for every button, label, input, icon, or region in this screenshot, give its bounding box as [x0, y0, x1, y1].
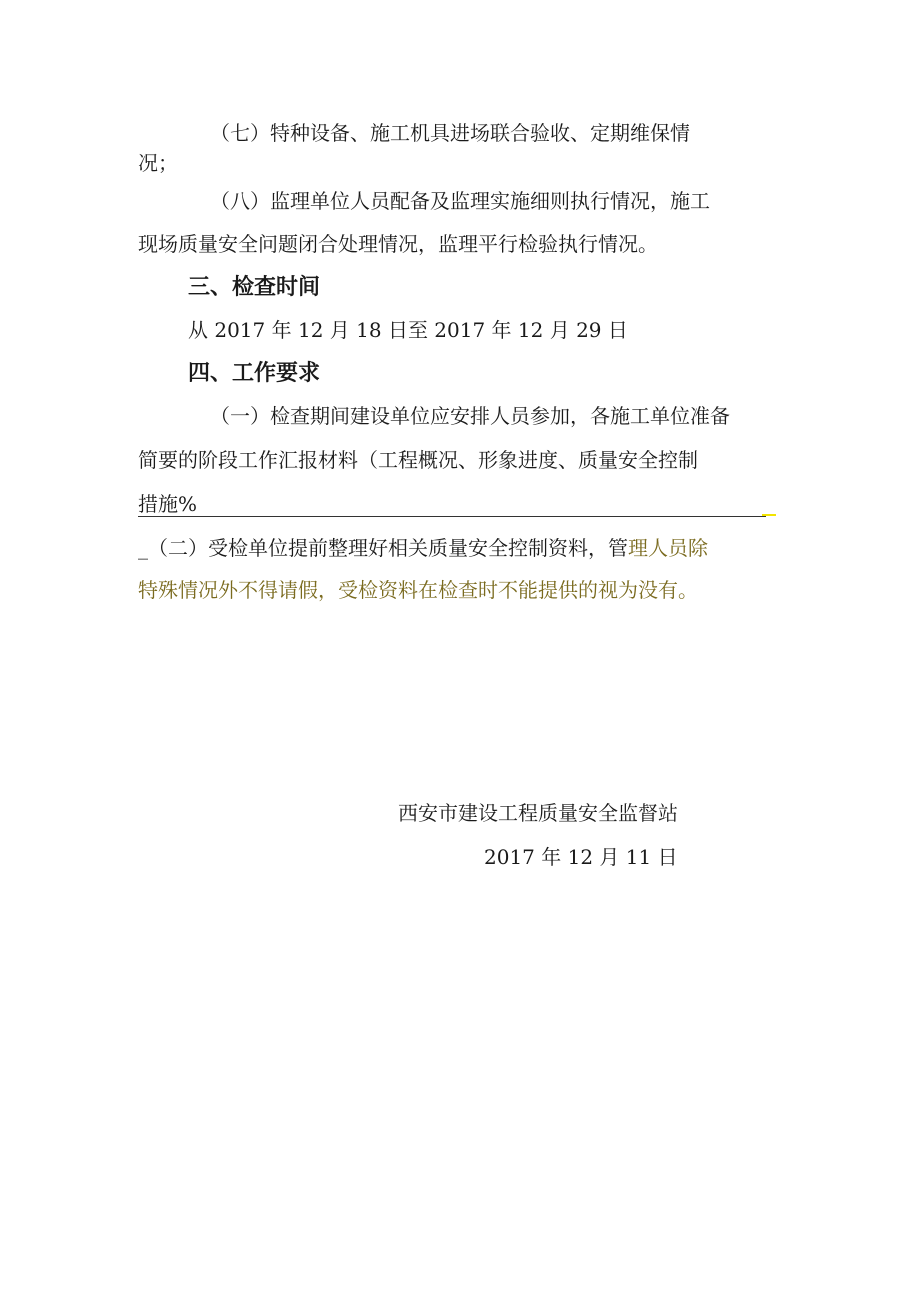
inspection-period: 从 2017 年 12 月 18 日至 2017 年 12 月 29 日 [188, 318, 628, 342]
underline-rule [138, 516, 766, 517]
requirement-1-line-3: 措施% [138, 492, 198, 516]
section-3-heading: 三、检查时间 [188, 275, 321, 300]
item-8-line-1: （八）监理单位人员配备及监理实施细则执行情况，施工 [210, 189, 710, 213]
item-7-line-1: （七）特种设备、施工机具进场联合验收、定期维保情 [210, 121, 690, 145]
section-4-heading: 四、工作要求 [188, 361, 321, 386]
item-7-line-2: 况； [138, 151, 178, 175]
requirement-2-line-1 [138, 534, 708, 562]
signature-organization: 西安市建设工程质量安全监督站 [398, 801, 678, 825]
requirement-2-text-dark: （二）受检单位提前整理好相关质量安全控制资料，管 [148, 536, 628, 560]
requirement-1-line-2: 简要的阶段工作汇报材料（工程概况、形象进度、质量安全控制 [138, 448, 698, 472]
signature-date: 2017 年 12 月 11 日 [484, 845, 678, 869]
item-8-line-2: 现场质量安全问题闭合处理情况，监理平行检验执行情况。 [138, 232, 658, 256]
requirement-2-text-highlighted: 理人员除 [628, 536, 708, 560]
requirement-2-line-2: 特殊情况外不得请假，受检资料在检查时不能提供的视为没有。 [138, 578, 698, 602]
underscore-mark: _ [138, 536, 148, 560]
requirement-1-line-1: （一）检查期间建设单位应安排人员参加，各施工单位准备 [210, 404, 730, 428]
highlight-marker [762, 514, 776, 516]
